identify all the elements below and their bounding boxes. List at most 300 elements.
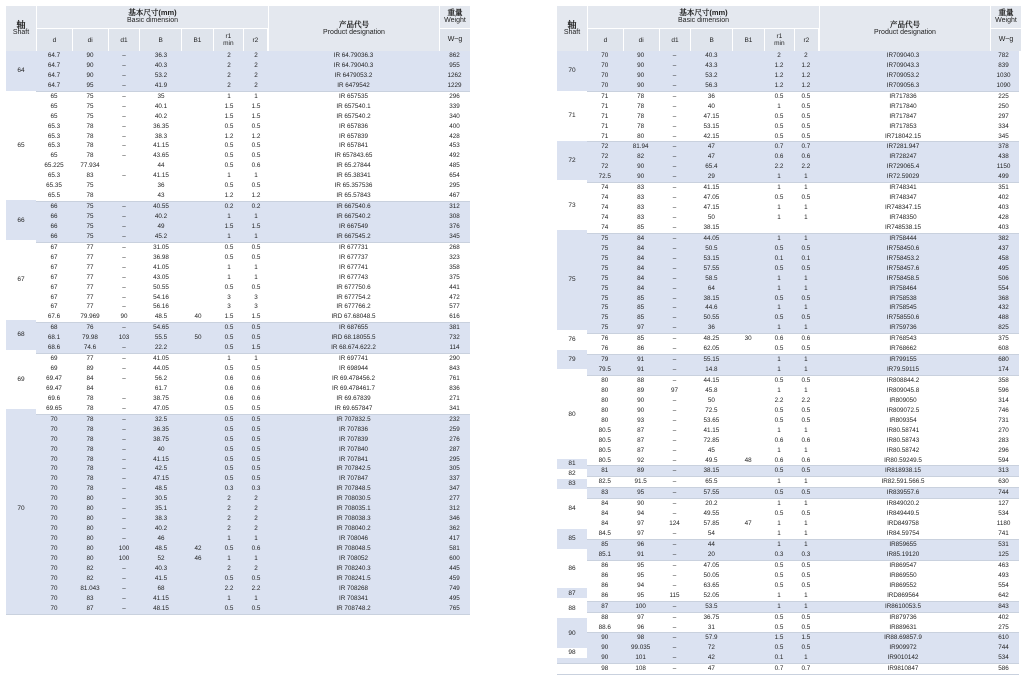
cell-col-8: 270 — [998, 426, 1009, 434]
table-row — [557, 92, 1019, 102]
cell-col-2: – — [122, 495, 126, 503]
cell-col-6: 0.5 — [251, 455, 261, 463]
cell-col-6: 1 — [254, 172, 258, 180]
cell-col-6: 0.5 — [801, 561, 811, 569]
table-row — [557, 643, 1019, 653]
cell-col-1: 90 — [637, 396, 645, 404]
cell-col-5: 0.2 — [224, 203, 234, 211]
cell-col-4 — [732, 416, 764, 426]
cell-col-6: 2 — [254, 495, 258, 503]
table-row — [557, 396, 1019, 406]
cell-col-1: 89 — [86, 365, 94, 373]
cell-col-0: 72.5 — [598, 173, 611, 181]
cell-col-6: 2 — [254, 564, 258, 572]
cell-col-7: IR748341 — [889, 184, 917, 192]
table-row — [557, 499, 1019, 509]
cell-col-8: 351 — [998, 184, 1009, 192]
cell-col-8: 843 — [998, 602, 1009, 610]
cell-col-5: 0.5 — [774, 92, 784, 100]
table-row — [557, 456, 1019, 467]
cell-col-8: 459 — [449, 574, 460, 582]
cell-col-7: IR869552 — [889, 581, 917, 589]
cell-col-8: 485 — [449, 162, 460, 170]
cell-col-3: 43.3 — [705, 61, 718, 69]
table-row — [557, 664, 1019, 675]
cell-col-3: 44 — [707, 541, 715, 548]
cell-col-3: 30.5 — [154, 495, 168, 503]
cell-col-5: 1 — [777, 324, 781, 332]
cell-col-2: – — [122, 324, 126, 332]
cell-col-5: 0.7 — [774, 143, 784, 151]
cell-col-4 — [182, 384, 214, 394]
cell-col-0: 72 — [601, 143, 609, 151]
cell-col-5: 1 — [227, 273, 231, 281]
cell-col-1: 78 — [86, 142, 94, 150]
cell-col-6: 0.5 — [251, 253, 261, 261]
cell-col-2: – — [672, 294, 677, 302]
table-row — [6, 504, 470, 514]
table-row — [557, 550, 1019, 561]
cell-col-2: – — [672, 654, 677, 662]
cell-col-1: 79.969 — [80, 313, 100, 321]
cell-col-5: 0.5 — [224, 404, 234, 412]
cell-col-5: 1.2 — [774, 61, 784, 69]
cell-col-5: 1 — [777, 386, 781, 394]
cell-col-5: 0.5 — [224, 324, 234, 332]
cell-col-6: 2.2 — [801, 396, 811, 404]
cell-col-5: 1.2 — [224, 192, 234, 200]
cell-col-1: 78 — [637, 102, 645, 110]
cell-col-7: IR8610053.5 — [884, 602, 922, 610]
cell-col-6 — [794, 223, 818, 233]
cell-col-6: 0.5 — [251, 465, 261, 473]
cell-col-5: 0.5 — [224, 445, 234, 453]
cell-col-5: 1 — [227, 213, 231, 220]
shaft-header-en: Shaft — [12, 28, 30, 36]
table-row — [6, 333, 470, 343]
cell-col-6: 0.5 — [801, 613, 811, 621]
column-header-0: d — [588, 29, 624, 51]
table-row — [557, 623, 1019, 634]
table-row — [6, 564, 470, 574]
cell-col-3: 41.15 — [153, 142, 169, 150]
cell-col-8: 825 — [998, 324, 1009, 332]
cell-col-3: 50 — [707, 214, 715, 221]
cell-col-4 — [732, 193, 764, 203]
cell-col-8: 323 — [449, 253, 460, 261]
cell-col-4 — [182, 222, 214, 232]
cell-col-1: 89 — [637, 386, 645, 394]
cell-col-1: 74.6 — [83, 344, 97, 352]
cell-col-0: 80.5 — [598, 446, 611, 454]
cell-col-8: 534 — [998, 654, 1009, 662]
cell-col-6: 1 — [254, 594, 258, 602]
cell-col-8: 1180 — [996, 520, 1011, 528]
cell-col-7: IR 657836 — [338, 122, 369, 130]
cell-col-1: 77 — [86, 243, 94, 251]
cell-col-8: 594 — [998, 456, 1009, 464]
cell-col-5: 0.6 — [774, 436, 784, 444]
cell-col-5: 0.5 — [224, 344, 234, 352]
cell-col-5: 0.6 — [774, 153, 784, 161]
cell-col-4 — [732, 172, 764, 182]
column-header-2: d1 — [660, 29, 692, 51]
cell-col-5: 0.5 — [224, 415, 234, 423]
cell-col-7: IR 6479053.2 — [334, 71, 373, 79]
cell-col-8: 271 — [449, 394, 460, 402]
cell-col-4 — [732, 323, 764, 333]
cell-col-8: 358 — [449, 263, 460, 271]
cell-col-3: 20 — [707, 550, 715, 558]
cell-col-5: 0.5 — [224, 283, 234, 291]
cell-col-2: – — [122, 505, 126, 513]
cell-col-4: 40 — [194, 313, 202, 321]
cell-col-5: 1 — [777, 591, 781, 599]
cell-col-0: 71 — [601, 112, 609, 120]
cell-col-7: IR80.58742 — [886, 446, 920, 454]
left-table — [6, 6, 470, 615]
table-row — [557, 436, 1019, 446]
cell-col-7: IR808844.2 — [886, 377, 920, 384]
cell-col-4: 50 — [194, 334, 202, 342]
cell-col-4 — [182, 232, 214, 242]
cell-col-3: 56.16 — [153, 303, 169, 311]
cell-col-3: 41.15 — [703, 184, 720, 192]
cell-col-5: 0.5 — [774, 613, 784, 621]
cell-col-3: 50.05 — [703, 571, 720, 579]
cell-col-3: 41.5 — [154, 574, 168, 582]
cell-col-6: 1 — [804, 274, 808, 282]
cell-col-8: 495 — [449, 594, 460, 602]
cell-col-7: IR9010142 — [887, 654, 919, 662]
table-header — [557, 6, 1019, 51]
cell-col-2: – — [122, 102, 126, 110]
cell-col-3: 38.15 — [703, 223, 720, 231]
cell-col-6: 1 — [254, 355, 258, 363]
cell-col-7: IR80.59249.5 — [884, 456, 922, 464]
cell-col-7: IR758453.2 — [886, 254, 920, 262]
cell-col-3: 42 — [707, 654, 715, 662]
cell-col-1: 78 — [86, 455, 94, 463]
cell-col-6: 0.5 — [801, 132, 811, 140]
cell-col-5: 3 — [227, 303, 231, 311]
cell-col-2: – — [122, 435, 126, 443]
cell-col-6: 2 — [254, 52, 258, 59]
cell-col-1: 80 — [86, 515, 94, 523]
cell-col-6: 0.5 — [801, 92, 811, 100]
cell-col-8: 400 — [449, 122, 460, 130]
cell-col-5: 2 — [227, 61, 231, 69]
cell-col-8: 339 — [449, 102, 460, 110]
cell-col-7: IR 6479542 — [337, 81, 370, 89]
cell-col-0: 74 — [601, 214, 609, 221]
column-header-3: B — [691, 29, 733, 51]
cell-col-6: 0.5 — [251, 435, 261, 443]
cell-col-2: – — [122, 375, 126, 382]
cell-col-8: 492 — [449, 152, 460, 160]
cell-col-6: 0.5 — [801, 581, 811, 589]
table-row — [6, 312, 470, 323]
cell-col-2: – — [672, 467, 677, 475]
cell-col-7: IR 65.57843 — [336, 192, 371, 200]
cell-col-0: 85 — [601, 541, 609, 548]
table-row — [6, 293, 470, 303]
cell-col-2: – — [672, 623, 677, 631]
cell-col-3: 42.15 — [703, 132, 720, 140]
cell-col-6: 0.6 — [251, 375, 261, 382]
shaft-group-label: 68 — [6, 320, 36, 350]
cell-col-3: 52.05 — [703, 591, 720, 599]
cell-col-8: 345 — [998, 132, 1009, 140]
cell-col-0: 85.1 — [598, 550, 611, 558]
cell-col-4 — [732, 152, 764, 162]
cell-col-3: 41.05 — [153, 355, 169, 363]
cell-col-3: 38.15 — [703, 467, 720, 475]
cell-col-7: IR717840 — [889, 102, 917, 110]
cell-col-4 — [732, 499, 764, 509]
cell-col-7: IR758538 — [889, 294, 917, 302]
shaft-group-label: 67 — [6, 240, 36, 320]
cell-col-2: – — [672, 456, 677, 464]
cell-col-1: 90 — [637, 163, 645, 171]
cell-col-4 — [182, 404, 214, 414]
cell-col-2: – — [122, 604, 126, 612]
cell-col-1: 77 — [86, 355, 94, 363]
cell-col-2: – — [122, 525, 126, 533]
cell-col-2: – — [672, 214, 677, 221]
table-row — [6, 302, 470, 312]
cell-col-4 — [732, 664, 764, 674]
column-header-5: r1 min — [214, 29, 244, 51]
cell-col-7: IR 657540.1 — [336, 102, 371, 110]
cell-col-1: 84 — [637, 244, 645, 252]
cell-col-2: – — [672, 489, 677, 497]
cell-col-5: 0.5 — [774, 244, 784, 252]
cell-col-1: 84 — [86, 384, 94, 392]
cell-col-7: IR909972 — [889, 644, 917, 652]
cell-col-4 — [732, 223, 764, 233]
weight-unit: W~g — [991, 28, 1021, 51]
shaft-group-label: 79 — [557, 350, 587, 370]
cell-col-2: – — [122, 465, 126, 473]
table-row — [6, 464, 470, 474]
cell-col-5: 0.5 — [774, 623, 784, 631]
cell-col-7: IR849449.5 — [886, 510, 920, 518]
cell-col-6: 0.5 — [801, 345, 811, 353]
cell-col-3: 57.55 — [703, 264, 720, 272]
cell-col-8: 358 — [998, 377, 1009, 384]
cell-col-6: 2.2 — [251, 584, 261, 592]
cell-col-4 — [182, 302, 214, 312]
cell-col-6: 0.6 — [801, 456, 811, 464]
cell-col-0: 72 — [601, 153, 609, 161]
cell-col-0: 70 — [50, 515, 58, 523]
cell-col-0: 70 — [50, 584, 58, 592]
table-row — [557, 581, 1019, 591]
cell-col-2: – — [672, 244, 677, 252]
cell-col-3: 72.5 — [705, 406, 718, 414]
table-row — [557, 112, 1019, 122]
cell-col-7: IR 677743 — [338, 273, 369, 281]
cell-col-3: 38.3 — [154, 132, 168, 140]
cell-col-1: 86 — [637, 345, 645, 353]
cell-col-7: IR869550 — [889, 571, 917, 579]
cell-col-2: – — [672, 234, 677, 242]
cell-col-5: 2 — [227, 71, 231, 79]
cell-col-2: – — [122, 243, 126, 251]
cell-col-6: 0.5 — [801, 623, 811, 631]
cell-col-7: IR859655 — [889, 541, 917, 548]
table-row — [557, 313, 1019, 323]
cell-col-1: 87 — [86, 604, 94, 612]
cell-col-3: 44.05 — [153, 365, 169, 373]
table-row — [557, 132, 1019, 143]
cell-col-1: 78 — [86, 465, 94, 473]
cell-col-0: 64.7 — [47, 81, 61, 89]
cell-col-7: IR709040.3 — [886, 52, 920, 59]
column-header-2: d1 — [109, 29, 141, 51]
cell-col-1: 77 — [86, 253, 94, 261]
cell-col-6: 0.5 — [801, 377, 811, 384]
cell-col-3: 40.2 — [154, 112, 168, 120]
cell-col-1: 91 — [637, 550, 645, 558]
cell-col-8: 334 — [998, 122, 1009, 130]
cell-col-5: 2 — [227, 505, 231, 513]
cell-col-8: 340 — [449, 112, 460, 120]
cell-col-0: 84 — [601, 510, 609, 518]
cell-col-4 — [732, 284, 764, 294]
cell-col-4 — [182, 455, 214, 465]
cell-col-4 — [732, 396, 764, 406]
cell-col-8: 506 — [998, 274, 1009, 282]
cell-col-0: 70 — [601, 52, 609, 59]
cell-col-7: IR 657843.65 — [334, 152, 373, 160]
cell-col-2: – — [122, 303, 126, 311]
cell-col-0: 84 — [601, 520, 609, 528]
cell-col-3: 50.5 — [705, 244, 718, 252]
cell-col-4 — [182, 151, 214, 161]
cell-col-1: 83 — [637, 184, 645, 192]
cell-col-7: IR709056.3 — [886, 81, 920, 89]
column-header-4: B1 — [733, 29, 765, 51]
cell-col-5: 0.5 — [224, 365, 234, 373]
cell-col-4 — [182, 504, 214, 514]
cell-col-2: – — [122, 222, 126, 230]
cell-col-4 — [182, 81, 214, 91]
cell-col-1: 78 — [86, 192, 94, 200]
cell-col-8: 297 — [998, 112, 1009, 120]
cell-col-7: IR809072.5 — [886, 406, 920, 414]
cell-col-6: 0.5 — [801, 489, 811, 497]
cell-col-0: 71 — [601, 92, 609, 100]
cell-col-4 — [182, 524, 214, 534]
cell-col-6: 0.5 — [801, 571, 811, 579]
cell-col-4 — [732, 643, 764, 653]
cell-col-1: 101 — [635, 654, 646, 662]
cell-col-0: 88.6 — [598, 623, 611, 631]
table-row — [6, 102, 470, 112]
cell-col-8: 499 — [998, 173, 1009, 181]
cell-col-8: 554 — [998, 284, 1009, 292]
cell-col-0: 84.5 — [598, 530, 611, 538]
cell-col-1: 83 — [86, 172, 94, 180]
cell-col-0: 66 — [50, 222, 58, 230]
cell-col-6: 1.2 — [801, 71, 811, 79]
cell-col-6: 1.2 — [251, 132, 261, 140]
cell-col-3: 22.2 — [154, 344, 168, 352]
cell-col-8: 296 — [449, 92, 460, 100]
cell-col-2: – — [122, 594, 126, 602]
column-header-1: di — [624, 29, 660, 51]
cell-col-1: 85 — [637, 294, 645, 302]
cell-col-3: 38.15 — [703, 294, 720, 302]
cell-col-0: 70 — [50, 535, 58, 542]
cell-col-2: – — [672, 335, 677, 343]
cell-col-2: – — [672, 406, 677, 414]
table-row — [557, 571, 1019, 581]
cell-col-3: 48.15 — [153, 604, 169, 612]
cell-col-8: 275 — [998, 623, 1009, 631]
cell-col-6: 3 — [254, 303, 258, 311]
table-row — [557, 234, 1019, 244]
cell-col-2: – — [122, 122, 126, 130]
cell-col-1: 77 — [86, 263, 94, 271]
table-row — [557, 519, 1019, 529]
cell-col-6: 1 — [804, 386, 808, 394]
cell-col-4 — [732, 264, 764, 274]
cell-col-4: 46 — [194, 554, 202, 562]
cell-col-1: 100 — [635, 602, 646, 610]
cell-col-1: 97 — [637, 530, 645, 538]
cell-col-3: 38.75 — [153, 394, 169, 402]
cell-col-8: 314 — [998, 396, 1009, 404]
cell-col-7: IR717853 — [889, 122, 917, 130]
cell-col-7: IR 708748.2 — [336, 604, 371, 612]
cell-col-8: 577 — [449, 303, 460, 311]
cell-col-1: 108 — [635, 665, 646, 673]
cell-col-4 — [732, 162, 764, 172]
cell-col-1: 83 — [637, 214, 645, 221]
cell-col-1: 96 — [637, 541, 645, 548]
shaft-group-label: 75 — [557, 230, 587, 330]
cell-col-3: 53.2 — [705, 71, 718, 79]
cell-col-6: 1 — [804, 478, 808, 486]
dimension-header — [587, 6, 819, 51]
table-row — [6, 212, 470, 222]
cell-col-3: 40.55 — [153, 203, 169, 211]
cell-col-1: 89 — [637, 467, 645, 475]
cell-col-0: 70 — [50, 554, 58, 562]
cell-col-1: 90 — [637, 173, 645, 181]
cell-col-7: IR 707848.5 — [336, 485, 371, 493]
cell-col-8: 741 — [998, 530, 1009, 538]
cell-col-6: 1 — [804, 214, 808, 221]
table-row — [557, 264, 1019, 274]
cell-col-5: 0.6 — [774, 456, 784, 464]
cell-col-1: 79.98 — [82, 334, 98, 342]
shaft-header — [557, 6, 587, 51]
cell-col-7: IR84.59754 — [886, 530, 920, 538]
cell-col-2: – — [122, 574, 126, 582]
cell-col-1: 90 — [86, 61, 94, 69]
cell-col-2: – — [672, 356, 677, 364]
cell-col-4: 42 — [194, 544, 202, 552]
cell-col-3: 40 — [707, 102, 715, 110]
cell-col-7: IR 657841 — [338, 142, 369, 150]
cell-col-2: – — [672, 194, 677, 202]
table-row — [557, 183, 1019, 193]
table-row — [6, 191, 470, 202]
